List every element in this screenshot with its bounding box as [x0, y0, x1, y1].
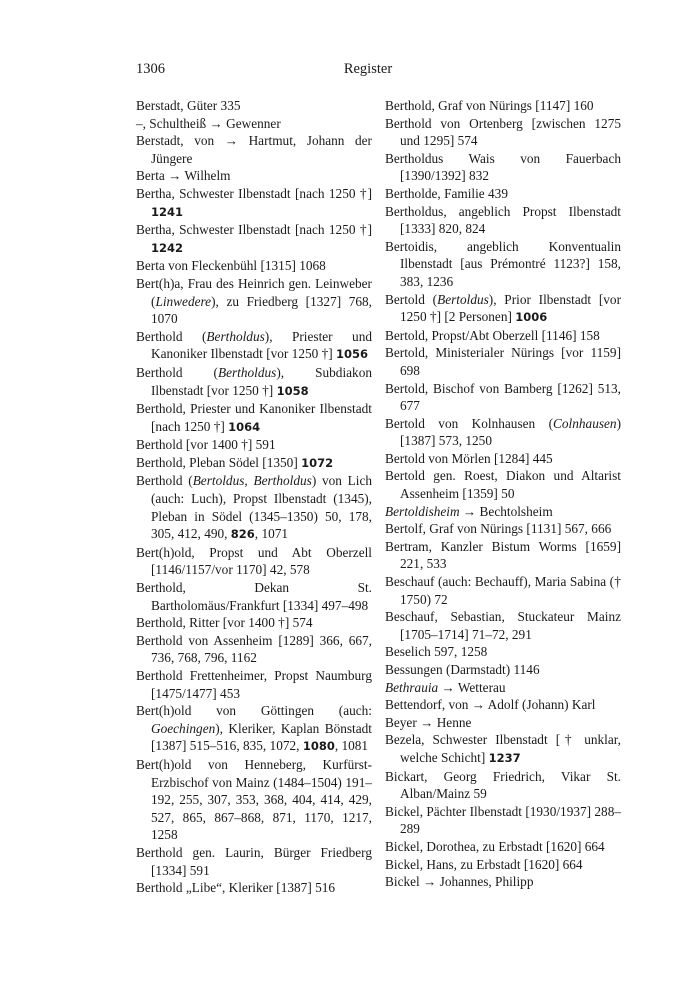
index-column-right	[385, 97, 621, 891]
index-entry: Bert(h)old, Propst und Abt Oberzell [1146/1157/vor 1170] 42, 578	[136, 544, 372, 578]
index-entry: Bickel, Hans, zu Erbstadt [1620] 664	[385, 856, 583, 872]
index-entry: Berthold von Assenheim [1289] 366, 667, 736, 768, 796, 1162	[136, 632, 372, 666]
running-head: Register	[343, 61, 393, 77]
index-entry: Berthold Frettenheimer, Propst Naumburg [1475/1477] 453	[136, 668, 372, 701]
index-entry: Berthold, Dekan St. Bartholomäus/Frankfurt [1334] 497–498	[136, 580, 372, 613]
index-entry: Bertholde, Familie 439	[385, 185, 508, 201]
index-entry: Beselich 597, 1258	[385, 644, 488, 660]
italic-term: Bertoldisheim	[385, 503, 460, 519]
index-entry: Beyer → Henne	[385, 714, 472, 730]
document-number: 1058	[276, 383, 309, 398]
document-number: 1056	[336, 347, 369, 362]
index-entry: Berthold (Bertholdus), Subdiakon Ilbenstadt [vor 1250 †] 1058	[136, 364, 372, 398]
index-entry: Bertold, Ministerialer Nürings [vor 1159] 698	[385, 345, 621, 378]
document-number: 1080	[302, 739, 335, 754]
index-entry: Berthold (Bertholdus), Priester und Kanoniker Ilbenstadt [vor 1250 †] 1056	[136, 328, 372, 362]
index-entry: Bezela, Schwester Ilbenstadt [† unklar, welche Schicht] 1237	[385, 732, 621, 765]
index-entry: Bertholdus, angeblich Propst Ilbenstadt [1333] 820, 824	[385, 203, 621, 237]
index-entry: Berthold (Bertoldus, Bertholdus) von Lich (auch: Luch), Propst Ilbenstadt (1345), Pleban in Södel (1345–1350) 50, 178, 305, 412, 490, 826, 1071	[136, 473, 372, 542]
index-entry: Bertoldisheim → Bechtolsheim	[385, 503, 553, 519]
index-entry: Bickel, Dorothea, zu Erbstadt [1620] 664	[385, 838, 605, 854]
document-number: 1237	[488, 750, 521, 765]
index-entry: Beschauf, Sebastian, Stuckateur Mainz [1705–1714] 71–72, 291	[385, 609, 621, 642]
index-entry: Bertoidis, angeblich Konventualin Ilbenstadt [aus Prémontré 1123?] 158, 383, 1236	[385, 238, 621, 289]
document-number: 1242	[151, 240, 184, 255]
index-entry: –, Schultheiß → Gewenner	[136, 115, 281, 131]
index-entry: Berthold gen. Laurin, Bürger Friedberg [1334] 591	[136, 844, 372, 878]
index-entry: Bertold von Kolnhausen (Colnhausen) [1387] 573, 1250	[385, 415, 621, 449]
index-entry: Berthold von Ortenberg [zwischen 1275 und 1295] 574	[385, 115, 621, 149]
index-entry: Bertha, Schwester Ilbenstadt [nach 1250 †] 1242	[136, 222, 372, 255]
index-entry: Bickart, Georg Friedrich, Vikar St. Alban/Mainz 59	[385, 768, 621, 802]
italic-term: Bertoldus, Bertholdus	[192, 473, 312, 489]
index-entry: Bertolf, Graf von Nürings [1131] 567, 666	[385, 521, 612, 537]
index-entry: Berta von Fleckenbühl [1315] 1068	[136, 258, 326, 274]
index-entry: Berthold „Libe“, Kleriker [1387] 516	[136, 880, 336, 896]
italic-term: Bertoldus	[437, 291, 489, 307]
index-entry: Berstadt, Güter 335	[136, 98, 241, 113]
index-entry: Berthold, Priester und Kanoniker Ilbenstadt [nach 1250 †] 1064	[136, 401, 372, 434]
index-entry: Bickel, Pächter Ilbenstadt [1930/1937] 288–289	[385, 803, 621, 837]
index-entry: Bertold, Bischof von Bamberg [1262] 513, 677	[385, 380, 621, 414]
italic-term: Bertholdus	[206, 328, 265, 344]
index-entry: Bertold, Propst/Abt Oberzell [1146] 158	[385, 327, 600, 343]
index-entry: Berstadt, von → Hartmut, Johann der Jüngere	[136, 133, 372, 166]
document-number: 1072	[301, 455, 334, 470]
index-entry: Berthold, Pleban Södel [1350] 1072	[136, 454, 334, 470]
page-number: 1306	[136, 61, 165, 77]
index-entry: Berta → Wilhelm	[136, 168, 231, 184]
italic-term: Linwedere	[155, 293, 212, 309]
page-header	[136, 61, 600, 81]
italic-term: Bertholdus	[217, 364, 277, 380]
index-entry: Berthold [vor 1400 †] 591	[136, 437, 276, 453]
index-entry: Bettendorf, von → Adolf (Johann) Karl	[385, 697, 596, 713]
index-entry: Bickel → Johannes, Philipp	[385, 874, 534, 890]
index-entry: Bert(h)a, Frau des Heinrich gen. Leinweber (Linwedere), zu Friedberg [1327] 768, 1070	[136, 275, 372, 327]
index-entry: Beschauf (auch: Bechauff), Maria Sabina († 1750) 72	[385, 574, 621, 607]
index-entry: Bertold (Bertoldus), Prior Ilbenstadt [vor 1250 †] [2 Personen] 1006	[385, 291, 622, 325]
index-entry: Bethrauia → Wetterau	[385, 679, 506, 695]
index-entry: Berthold, Graf von Nürings [1147] 160	[385, 98, 594, 113]
index-entry: Bert(h)old von Göttingen (auch: Goechingen), Kleriker, Kaplan Bönstadt [1387] 515–516, 835, 1072, 1080, 1081	[136, 703, 372, 754]
index-entry: Bertholdus Wais von Fauerbach [1390/1392] 832	[385, 150, 621, 184]
document-number: 1064	[228, 419, 261, 434]
index-entry: Bertha, Schwester Ilbenstadt [nach 1250 †] 1241	[136, 185, 372, 219]
italic-term: Bethrauia	[385, 679, 439, 695]
index-entry: Berthold, Ritter [vor 1400 †] 574	[136, 615, 313, 631]
index-entry: Bert(h)old von Henneberg, Kurfürst-Erzbischof von Mainz (1484–1504) 191–192, 255, 307, 353, 368, 404, 414, 429, 527, 865, 867–868, 871, 1170, 1217, 1258	[136, 756, 372, 843]
document-number: 1241	[151, 204, 184, 219]
document-number: 1006	[515, 310, 548, 325]
index-column-left	[136, 97, 372, 897]
index-entry: Bertold gen. Roest, Diakon und Altarist Assenheim [1359] 50	[385, 468, 621, 502]
index-entry: Bessungen (Darmstadt) 1146	[385, 662, 540, 677]
italic-term: Colnhausen	[553, 415, 617, 431]
italic-term: Goechingen	[151, 720, 216, 736]
index-entry: Bertold von Mörlen [1284] 445	[385, 450, 553, 466]
index-entry: Bertram, Kanzler Bistum Worms [1659] 221, 533	[385, 538, 621, 572]
document-number: 826	[230, 527, 255, 542]
